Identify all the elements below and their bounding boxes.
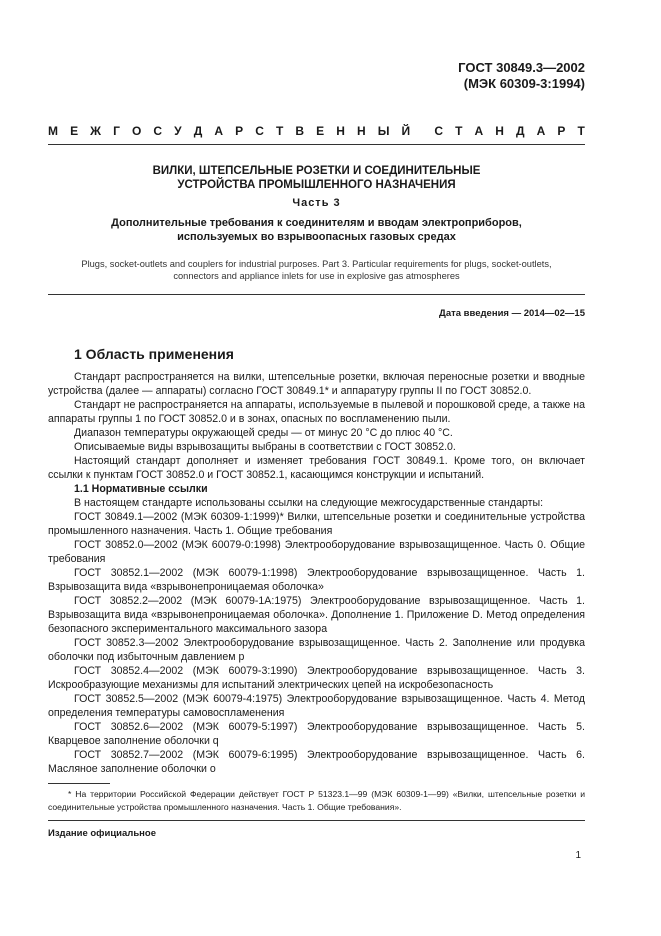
footer-rule	[48, 820, 585, 821]
paragraph: Описываемые виды взрывозащиты выбраны в соответствии с ГОСТ 30852.0.	[74, 441, 456, 453]
banner-letter: Д	[193, 124, 203, 138]
edition-label: Издание официальное	[48, 828, 156, 839]
paragraph: ГОСТ 30852.3—2002 Электрооборудование взрывозащищенное. Часть 2. Заполнение или продувка оболочки под избыточным давлением p	[48, 637, 585, 663]
banner-letter: Н	[495, 124, 504, 138]
paragraph: ГОСТ 30849.1—2002 (МЭК 60309-1:1999)* Вилки, штепсельные розетки и соединительные устройства промышленного назначения. Часть 1. Общие требования	[48, 511, 585, 537]
paragraph: В настоящем стандарте использованы ссылки на следующие межгосударственные стандарты:	[74, 497, 544, 509]
document-subtitle	[48, 216, 585, 244]
part-label: Часть 3	[292, 197, 341, 209]
title-rule	[48, 294, 585, 295]
paragraph: Настоящий стандарт дополняет и изменяет требования ГОСТ 30849.1. Кроме того, он включает ссылки к пунктам ГОСТ 30852.0 и ГОСТ 30852.1, касающимся конструкции и испытаний.	[48, 455, 585, 481]
banner-letter: А	[474, 124, 484, 138]
banner-letter: С	[255, 124, 264, 138]
subtitle-line-1: Дополнительные требования к соединителям и вводам электроприборов,	[111, 217, 522, 229]
paragraph: ГОСТ 30852.5—2002 (МЭК 60079-4:1975) Электрооборудование взрывозащищенное. Часть 4. Метод определения температуры самовоспламенения	[48, 693, 585, 719]
banner-letter: В	[295, 124, 305, 138]
banner-letter: Д	[516, 124, 525, 138]
paragraph: Диапазон температуры окружающей среды — от минус 20 °С до плюс 40 °С.	[74, 427, 453, 439]
banner-letter: Ы	[377, 124, 390, 138]
iec-number: (МЭК 60309-3:1994)	[463, 76, 585, 91]
banner-letter: У	[174, 124, 182, 138]
banner-letter: Ж	[90, 124, 102, 138]
paragraph: ГОСТ 30852.4—2002 (МЭК 60079-3:1990) Электрооборудование взрывозащищенное. Часть 3. Искрообразующие механизмы для испытаний электрических цепей на искробезопасность	[48, 665, 585, 691]
english-title-line-1: Plugs, socket-outlets and couplers for industrial purposes. Part 3. Particular requirements for plugs, socket-outlets,	[81, 259, 552, 269]
banner-letter: А	[536, 124, 546, 138]
title-line-1: ВИЛКИ, ШТЕПСЕЛЬНЫЕ РОЗЕТКИ И СОЕДИНИТЕЛЬНЫЕ	[152, 165, 481, 177]
banner-letter: Р	[235, 124, 244, 138]
document-title	[48, 164, 585, 192]
banner-letter: А	[214, 124, 224, 138]
banner-letter: Т	[577, 124, 585, 138]
banner-letter: Е	[316, 124, 325, 138]
standard-number: ГОСТ 30849.3—2002	[458, 60, 585, 75]
banner-letter: Г	[113, 124, 120, 138]
subsection-heading: 1.1 Нормативные ссылки	[74, 483, 208, 495]
footnote	[48, 788, 585, 814]
page-number: 1	[575, 850, 581, 861]
footnote-rule	[48, 783, 110, 784]
banner-letter: М	[48, 124, 58, 138]
banner-letter: Н	[336, 124, 345, 138]
paragraph: ГОСТ 30852.0—2002 (МЭК 60079-0:1998) Электрооборудование взрывозащищенное. Часть 0. Общие требования	[48, 539, 585, 565]
banner-letter: Й	[401, 124, 411, 138]
subtitle-line-2: используемых во взрывоопасных газовых средах	[177, 231, 456, 243]
section-heading: 1 Область применения	[74, 346, 234, 362]
english-title-line-2: connectors and appliance inlets for use in explosive gas atmospheres	[173, 271, 460, 281]
paragraph: ГОСТ 30852.7—2002 (МЭК 60079-6:1995) Электрооборудование взрывозащищенное. Часть 6. Масляное заполнение оболочки о	[48, 749, 585, 775]
banner-letter: С	[434, 124, 443, 138]
paragraph: Стандарт распространяется на вилки, штепсельные розетки, включая переносные розетки и вводные устройства (далее — аппараты) согласно ГОСТ 30849.1* и аппаратуру группы II по ГОСТ 30852.0.	[48, 371, 585, 397]
banner-letter: О	[132, 124, 142, 138]
banner-letter: Т	[455, 124, 463, 138]
body-text	[48, 370, 585, 776]
banner-rule	[48, 144, 585, 145]
paragraph: ГОСТ 30852.1—2002 (МЭК 60079-1:1998) Электрооборудование взрывозащищенное. Часть 1. Взрывозащита вида «взрывонепроницаемая оболочка»	[48, 567, 585, 593]
paragraph: ГОСТ 30852.6—2002 (МЭК 60079-5:1997) Электрооборудование взрывозащищенное. Часть 5. Кварцевое заполнение оболочки q	[48, 721, 585, 747]
interstate-standard-banner	[48, 124, 585, 138]
footnote-text: * На территории Российской Федерации действует ГОСТ Р 51323.1—99 (МЭК 60309-1—99) «Вилки, штепсельные розетки и соединительные устройства промышленного назначения. Часть 1. Общие требования».	[48, 789, 585, 812]
banner-letter: Е	[70, 124, 79, 138]
title-line-2: УСТРОЙСТВА ПРОМЫШЛЕННОГО НАЗНАЧЕНИЯ	[177, 179, 456, 191]
banner-letter: Т	[275, 124, 284, 138]
english-title	[48, 258, 585, 282]
banner-letter: Р	[557, 124, 566, 138]
banner-letter: С	[153, 124, 163, 138]
paragraph: ГОСТ 30852.2—2002 (МЭК 60079-1А:1975) Электрооборудование взрывозащищенное. Часть 1. Взрывозащита вида «взрывонепроницаемая оболочка». Дополнение 1. Приложение D. Метод определения безопасного экспериментального максимального зазора	[48, 595, 585, 635]
paragraph: Стандарт не распространяется на аппараты, используемые в пылевой и порошковой среде, а также на аппараты группы 1 по ГОСТ 30852.0 и в зонах, опасных по воспламенению пыли.	[48, 399, 585, 425]
standard-number-header	[458, 60, 585, 92]
banner-letter: Н	[356, 124, 366, 138]
introduction-date: Дата введения — 2014—02—15	[439, 308, 585, 319]
